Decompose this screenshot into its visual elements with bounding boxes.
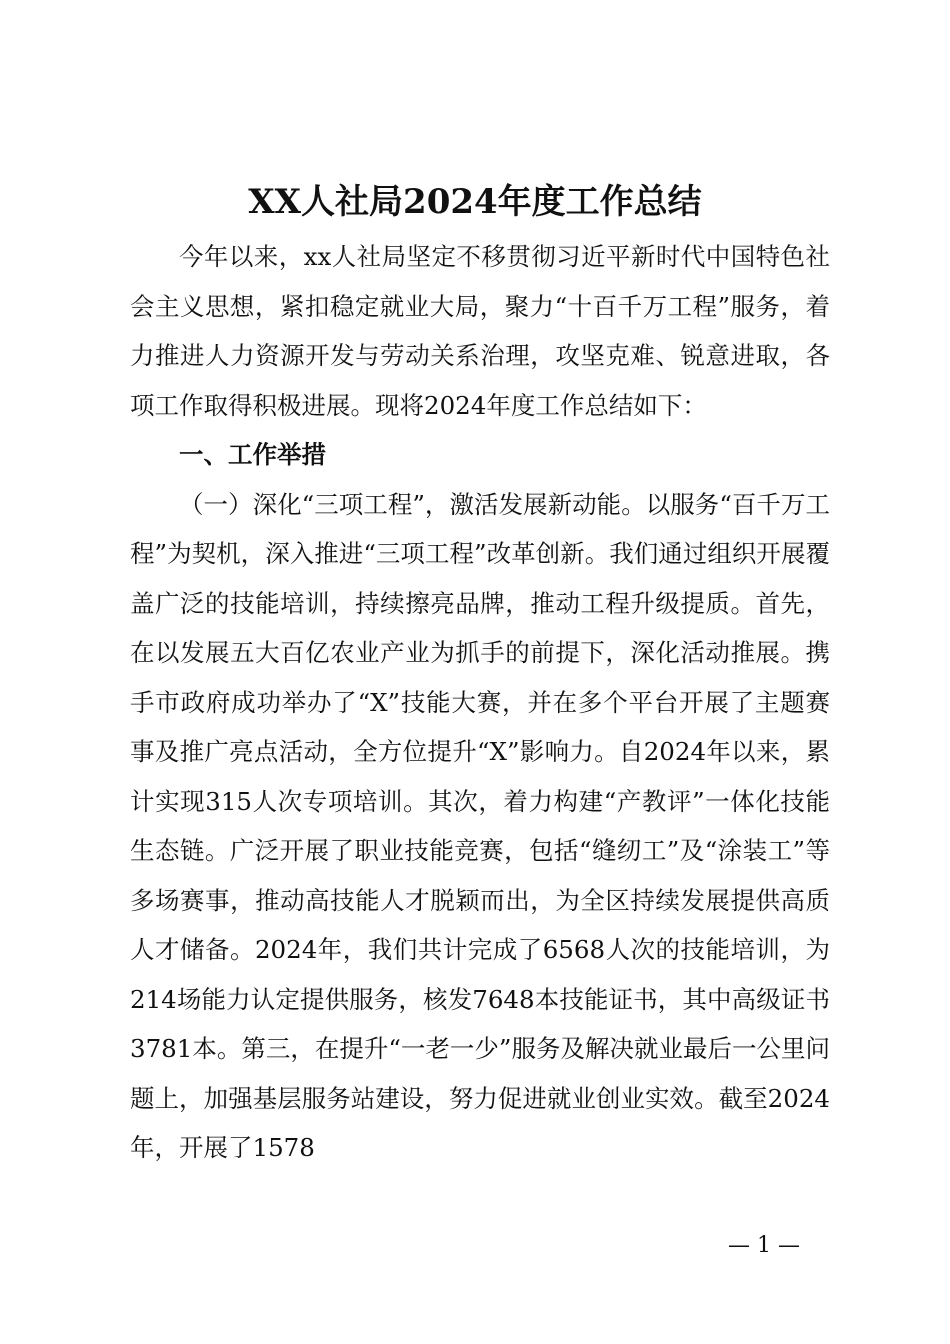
document-title: XX人社局2024年度工作总结	[248, 182, 702, 222]
section-paragraph: （一）深化“三项工程”，激活发展新动能。以服务“百千万工程”为契机，深入推进“三项工程”改革创新。我们通过组织开展覆盖广泛的技能培训，持续擦亮品牌，推动工程升级提质。首先，在以发展五大百亿农业产业为抓手的前提下，深化活动推展。携手市政府成功举办了“X”技能大赛，并在多个平台开展了主题赛事及推广亮点活动，全方位提升“X”影响力。自2024年以来，累计实现315人次专项培训。其次，着力构建“产教评”一体化技能生态链。广泛开展了职业技能竞赛，包括“缝纫工”及“涂装工”等多场赛事，推动高技能人才脱颖而出，为全区持续发展提供高质人才储备。2024年，我们共计完成了6568人次的技能培训，为214场能力认定提供服务，核发7648本技能证书，其中高级证书3781本。第三，在提升“一老一少”服务及解决就业最后一公里问题上，加强基层服务站建设，努力促进就业创业实效。截至2024年，开展了1578	[130, 489, 830, 1162]
intro-paragraph: 今年以来，xx人社局坚定不移贯彻习近平新时代中国特色社会主义思想，紧扣稳定就业大局，聚力“十百千万工程”服务，着力推进人力资源开发与劳动关系治理，攻坚克难、锐意进取，各项工作取得积极进展。现将2024年度工作总结如下：	[130, 242, 830, 420]
section-heading: 一、工作举措	[179, 440, 326, 469]
page-number: — 1 —	[728, 1233, 800, 1258]
document-body	[130, 232, 830, 1173]
